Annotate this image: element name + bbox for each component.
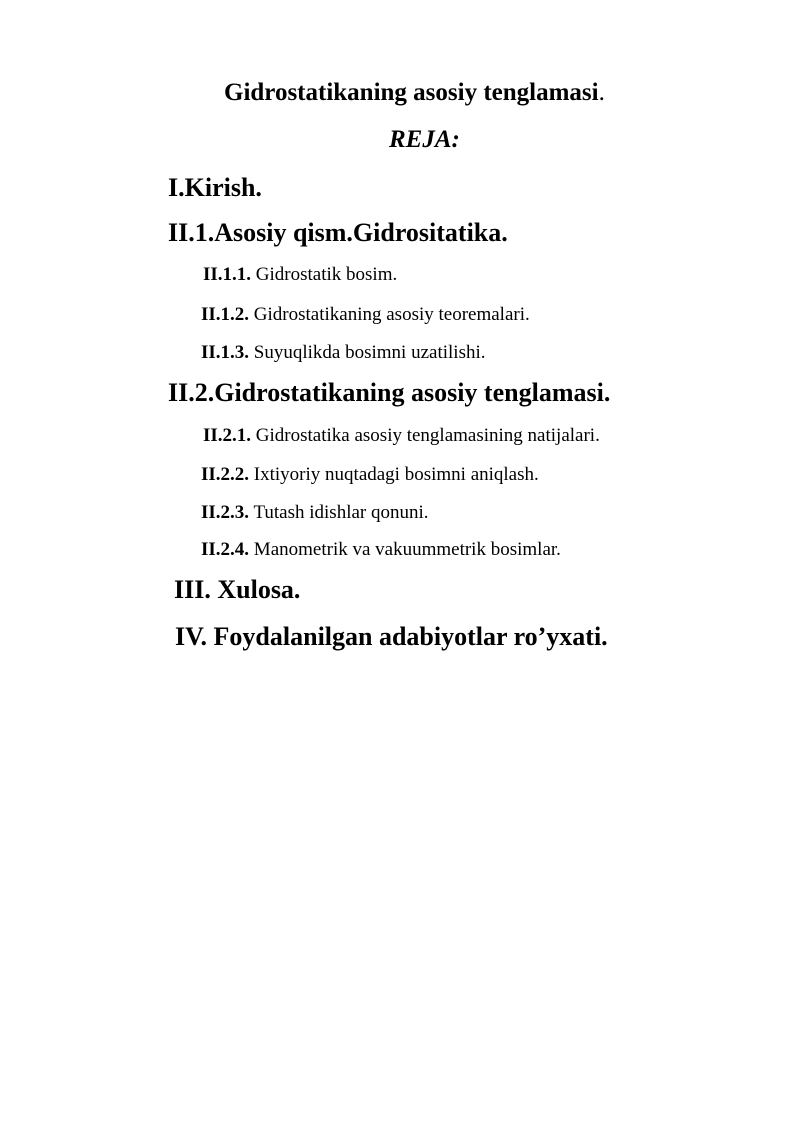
- subitem-text: Tutash idishlar qonuni.: [249, 502, 429, 523]
- subitem-number: II.1.3.: [201, 342, 250, 363]
- subitem-text: Ixtiyoriy nuqtadagi bosimni aniqlash.: [249, 464, 539, 485]
- outline-subitem: [201, 305, 530, 324]
- outline-item-equation: II.2.Gidrostatikaning asosiy tenglamasi.: [168, 378, 611, 407]
- outline-item-main-part: II.1.Asosiy qism.Gidrositatika.: [168, 218, 508, 247]
- subitem-number: II.1.2.: [201, 304, 250, 325]
- subitem-text: Manometrik va vakuummetrik bosimlar.: [249, 539, 561, 560]
- outline-subitem: [201, 503, 429, 522]
- subitem-number: II.2.4.: [201, 539, 250, 560]
- outline-item-intro: I.Kirish.: [168, 173, 262, 202]
- title-text: Gidrostatikaning asosiy tenglamasi: [224, 79, 599, 106]
- subitem-text: Gidrostatik bosim.: [251, 264, 398, 285]
- subitem-number: II.2.1.: [203, 425, 252, 446]
- subitem-text: Suyuqlikda bosimni uzatilishi.: [249, 342, 486, 363]
- outline-subitem: [201, 343, 486, 362]
- subitem-text: Gidrostatikaning asosiy teoremalari.: [249, 304, 530, 325]
- outline-item-conclusion: III. Xulosa.: [174, 575, 301, 604]
- subitem-number: II.2.2.: [201, 464, 250, 485]
- subitem-number: II.1.1.: [203, 264, 252, 285]
- document-title: [224, 80, 605, 105]
- outline-subitem: [201, 465, 539, 484]
- outline-subitem: [203, 265, 397, 284]
- plan-heading: REJA:: [389, 126, 460, 153]
- title-period: .: [598, 79, 605, 106]
- subitem-number: II.2.3.: [201, 502, 250, 523]
- subitem-text: Gidrostatika asosiy tenglamasining natijalari.: [251, 425, 600, 446]
- outline-item-references: IV. Foydalanilgan adabiyotlar ro’yxati.: [175, 622, 608, 651]
- outline-subitem: [203, 426, 600, 445]
- outline-subitem: [201, 540, 561, 559]
